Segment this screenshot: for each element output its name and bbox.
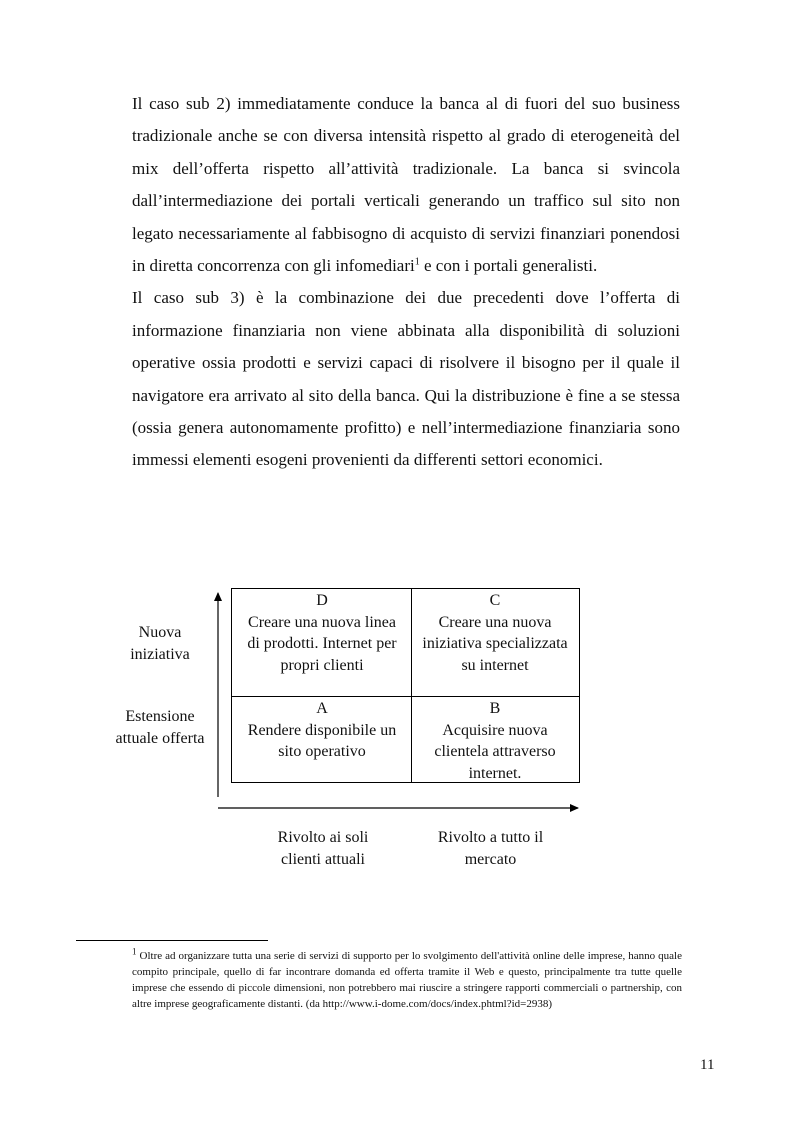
cell-c-text: Creare una nuova iniziativa specializzata su internet <box>422 613 568 674</box>
cell-c <box>420 590 570 676</box>
x-label-right: Rivolto a tutto il mercato <box>437 829 544 868</box>
cell-b-text: Acquisire nuova clientela attraverso internet. <box>434 721 556 782</box>
body-text <box>132 88 680 477</box>
y-label-top: Nuova iniziativa <box>130 624 190 663</box>
footnote-text: Oltre ad organizzare tutta una serie di servizi di supporto per lo svolgimento dell'attività online delle imprese, hanno quale compito principale, quello di far incontrare domanda ed offerta tramite il Web e questo, principalmente tra tutte quelle imprese che essendo di piccole dimensioni, non potrebbero mai riuscire a stringere rapporti commerciali o partnership, con altre imprese geograficamente distanti. (da http://www.i-dome.com/docs/index.phtml?id=2938) <box>132 950 682 1010</box>
footnote <box>132 948 682 1012</box>
cell-b-letter: B <box>489 700 501 717</box>
cell-a-text: Rendere disponibile un sito operativo <box>247 721 397 760</box>
footnote-reference: 1 <box>414 256 420 268</box>
cell-d-letter: D <box>316 592 328 609</box>
cell-c-letter: C <box>489 592 501 609</box>
y-label-bottom: Estensione attuale offerta <box>115 708 205 747</box>
page-number: 11 <box>700 1057 715 1073</box>
footnote-marker: 1 <box>132 946 137 957</box>
matrix-border <box>232 589 580 783</box>
cell-d-text: Creare una nuova linea di prodotti. Internet per propri clienti <box>247 613 397 674</box>
x-label-left: Rivolto ai soli clienti attuali <box>277 829 369 868</box>
cell-b <box>420 698 570 784</box>
cell-d <box>240 590 404 676</box>
paragraph-1-text: Il caso sub 2) immediatamente conduce la banca al di fuori del suo business tradizionale anche se con diversa intensità rispetto al grado di eterogeneità del mix dell’offerta rispetto all’attività tradizionale. La banca si svincola dall’intermediazione dei portali verticali generando un traffico sul sito non legato necessariamente al fabbisogno di acquisto di servizi finanziari ponendosi in diretta concorrenza con gli infomediari <box>132 94 680 276</box>
paragraph-1-end: e con i portali generalisti. <box>419 256 598 276</box>
cell-a-letter: A <box>316 700 328 717</box>
cell-a <box>240 698 404 763</box>
paragraph-1 <box>132 88 680 282</box>
footnote-separator <box>76 940 268 941</box>
paragraph-2: Il caso sub 3) è la combinazione dei due precedenti dove l’offerta di informazione finanziaria non viene abbinata alla disponibilità di soluzioni operative ossia prodotti e servizi capaci di risolvere il bisogno per il quale il navigatore era arrivato al sito della banca. Qui la distribuzione è fine a se stessa (ossia genera autonomamente profitto) e nell’intermediazione finanziaria sono immessi elementi esogeni provenienti da differenti settori economici. <box>132 288 680 470</box>
